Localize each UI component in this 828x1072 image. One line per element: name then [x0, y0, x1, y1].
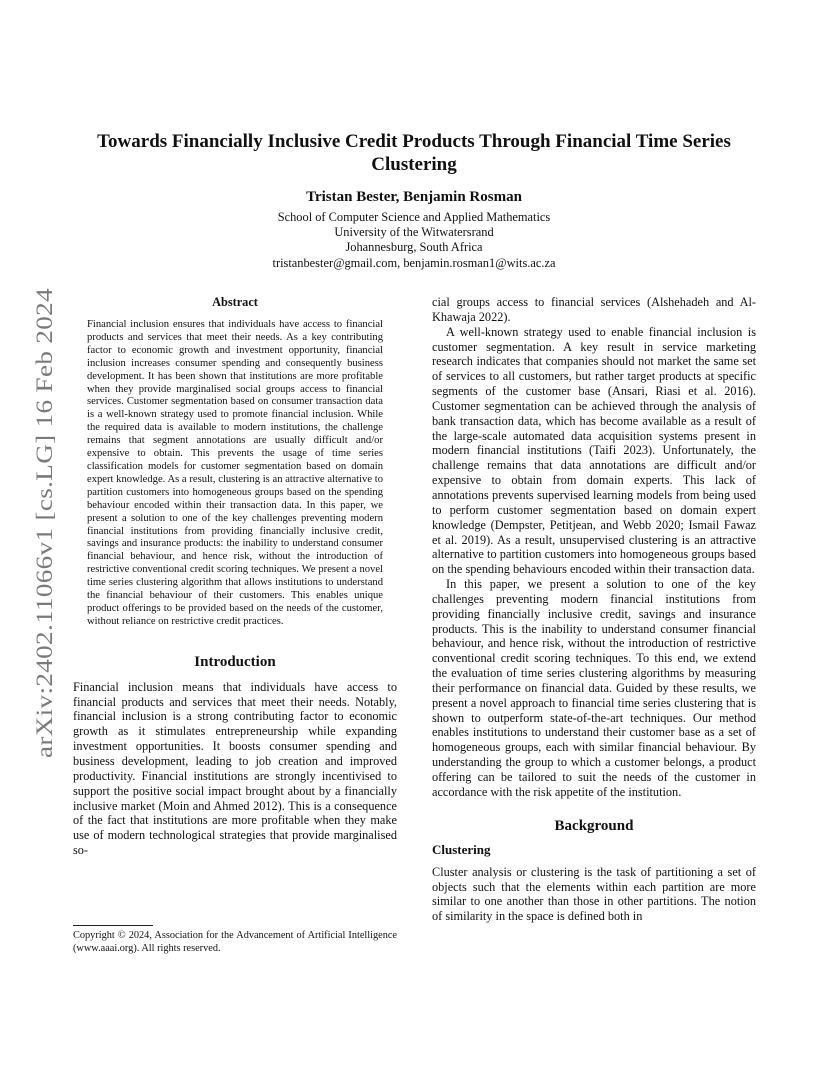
introduction-paragraph-1: Financial inclusion means that individuals have access to financial products and services that meet their needs. Notably, financial inclusion is a strong contributing factor to economic growth as it stimulates entrepreneurship while expanding investment opportunities. It boosts consumer spending and business development, leading to job creation and improved productivity. Financial institutions are strongly incentivised to support the positive social impact brought about by a financially inclusive market (Moin and Ahmed 2012). This is a consequence of the fact that institutions are more profitable when they make use of modern technological strategies that provide marginalised so-	[73, 679, 397, 858]
paper-authors: Tristan Bester, Benjamin Rosman	[306, 189, 522, 205]
affiliation-university: University of the Witwatersrand	[334, 225, 494, 240]
introduction-paragraph-2: A well-known strategy used to enable financial inclusion is customer segmentation. A key result in service marketing research indicates that companies should not market the same set of services to all customers, but rather target products at specific segments of the customer base (Ansari, Riasi et al. 2016). Customer segmentation can be achieved through the analysis of bank transaction data, which has become available as a result of the large-scale automated data acquisition systems present in modern financial institutions (Taifi 2023). Unfortunately, the challenge remains that data annotations are difficult and/or expensive to obtain from domain experts. This lack of annotations prevents supervised learning models from being used to perform customer segmentation based on domain expert knowledge (Dempster, Petitjean, and Webb 2020; Ismail Fawaz et al. 2019). As a result, unsupervised clustering is an attractive alternative to partition customers into homogeneous groups based on the spending behaviours encoded within their transaction data.	[432, 324, 756, 577]
footnote-rule	[73, 925, 153, 926]
clustering-subheading: Clustering	[432, 841, 491, 857]
arxiv-side-identifier	[20, 288, 64, 758]
left-column	[73, 295, 397, 858]
right-column	[432, 295, 756, 924]
author-affiliation	[80, 210, 748, 271]
background-paragraph-1: Cluster analysis or clustering is the task of partitioning a set of objects such that the elements within each partition are more similar to one another than those in other partitions. The notion of similarity in the space is defined both in	[432, 864, 756, 924]
paper-title: Towards Financially Inclusive Credit Products Through Financial Time Series Clustering	[97, 131, 731, 175]
abstract-text: Financial inclusion ensures that individuals have access to financial products and services that meet their needs. As a key contributing factor to economic growth and investment opportunity, financial inclusion increases consumer spending and consequently business development. It has been shown that institutions are more profitable when they provide marginalised social groups access to financial services. Customer segmentation based on consumer transaction data is a well-known strategy used to promote financial inclusion. While the required data is available to modern institutions, the challenge remains that segment annotations are usually difficult and/or expensive to obtain. This prevents the usage of time series classification models for customer segmentation based on domain expert knowledge. As a result, clustering is an attractive alternative to partition customers into homogeneous groups based on the spending behaviour encoded within their transaction data. In this paper, we present a solution to one of the key challenges preventing modern financial institutions from providing financially inclusive credit, savings and insurance products: the inability to understand consumer financial behaviour, and hence risk, without the introduction of restrictive conventional credit scoring techniques. We present a novel time series clustering algorithm that allows institutions to understand the financial behaviour of their customers. This enables unique product offerings to be provided based on the needs of the customer, without reliance on restrictive credit practices.	[87, 319, 383, 627]
arxiv-identifier-text: arXiv:2402.11066v1 [cs.LG] 16 Feb 2024	[32, 359, 57, 758]
copyright-footnote: Copyright © 2024, Association for the Advancement of Artificial Intelligence (www.aaai.org). All rights reserved.	[73, 930, 397, 954]
background-heading: Background	[554, 817, 634, 834]
introduction-paragraph-1-continued: cial groups access to financial services (Alshehadeh and Al-Khawaja 2022).	[432, 295, 756, 324]
author-emails: tristanbester@gmail.com, benjamin.rosman1@wits.ac.za	[272, 255, 556, 270]
introduction-paragraph-3: In this paper, we present a solution to one of the key challenges preventing modern financial institutions from providing financially inclusive credit, savings and insurance products. This is the inability to understand consumer financial behaviour, and hence risk, without the introduction of restrictive conventional credit scoring techniques. To this end, we extend the evaluation of time series clustering algorithms by measuring their performance on financial data. Guided by these results, we present a novel approach to financial time series clustering that is shown to outperform state-of-the-art techniques. Our method enables institutions to understand their customer base as a set of homogeneous groups, each with similar financial behaviour. By understanding the group to which a customer belongs, a product offering can be tailored to suit the needs of the customer in accordance with the risk appetite of the institution.	[432, 577, 756, 799]
affiliation-school: School of Computer Science and Applied Mathematics	[277, 210, 551, 224]
abstract-heading: Abstract	[212, 295, 258, 309]
introduction-heading: Introduction	[194, 653, 276, 670]
affiliation-location: Johannesburg, South Africa	[345, 240, 483, 255]
